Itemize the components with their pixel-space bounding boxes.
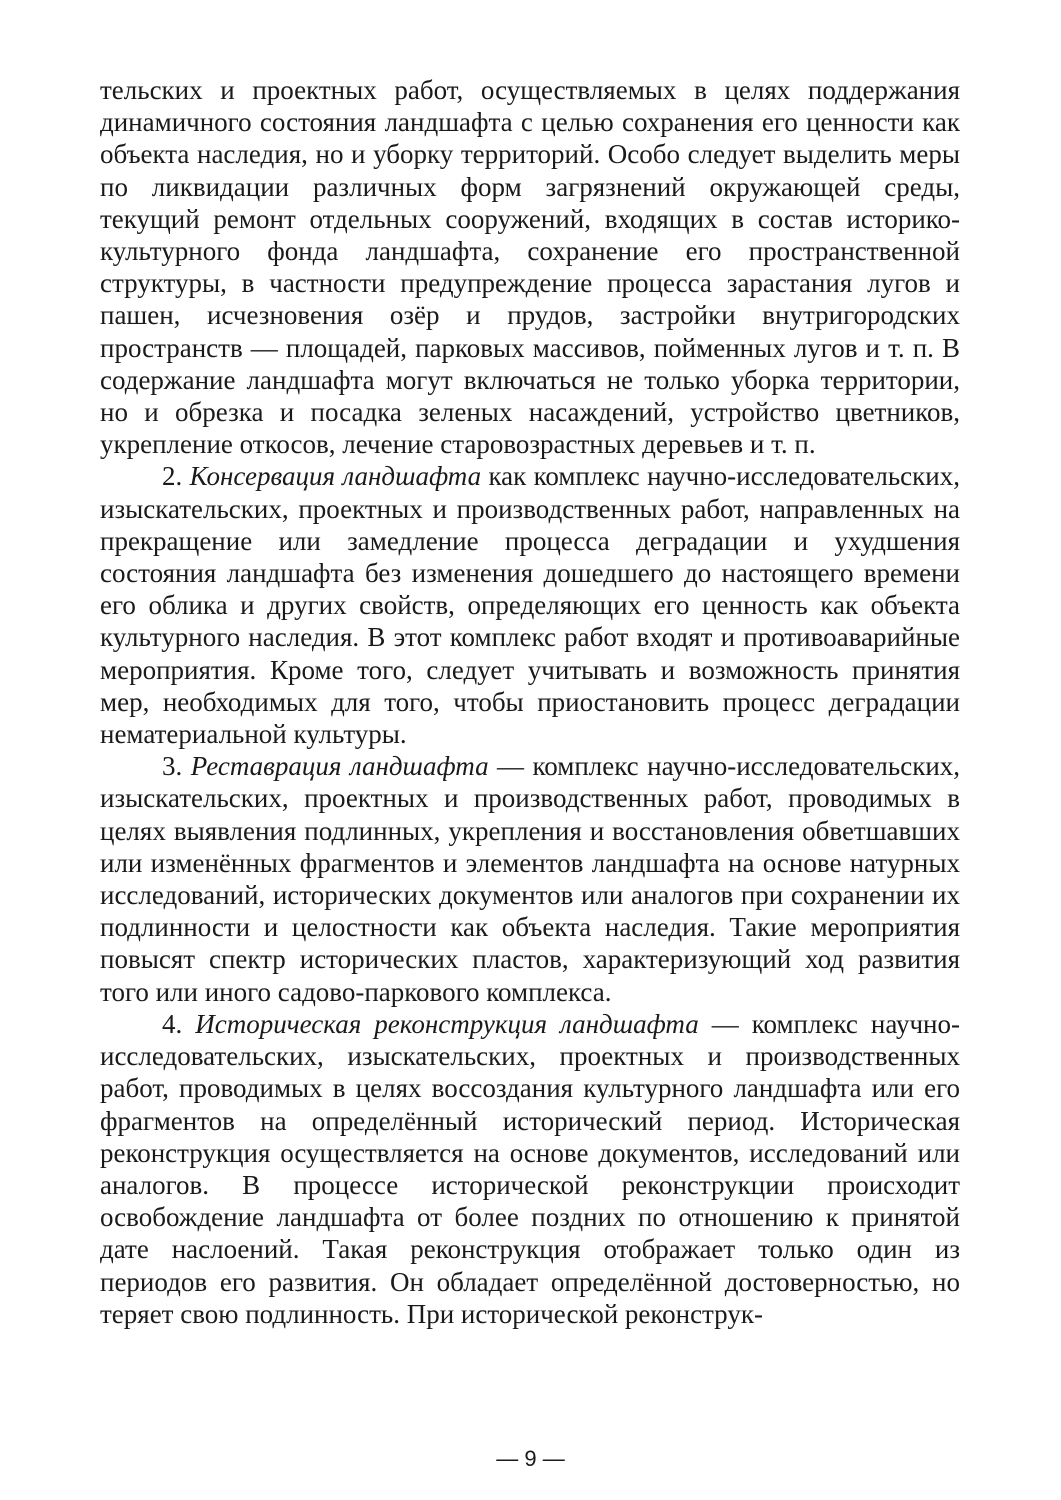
- paragraph-body: — комплекс научно-исследовательских, изыскательских, проектных и производственных работ, проводимых в целях выявления подлинных, укрепления и восстановления обветшавших или изменённых фрагментов и элементов ландшафта на основе натурных исследований, исторических документов или аналогов при сохранении их подлинности и целостности как объекта наследия. Такие мероприятия повысят спектр исторических пластов, характеризующий ход развития того или иного садово-паркового комплекса.: [100, 751, 961, 1007]
- paragraph-number: 4.: [162, 1008, 196, 1039]
- term-conservation: Консервация ландшафта: [189, 461, 482, 492]
- paragraph-landscape-restoration: [100, 750, 960, 1008]
- term-restoration: Реставрация ландшафта: [190, 751, 489, 782]
- paragraph-body: тельских и проектных работ, осуществляемых в целях поддержания динамичного состояния ландшафта с целью сохранения его ценности как объекта наследия, но и уборку территорий. Особо следует выделить меры по ликвидации различных форм загрязнений окружающей среды, текущий ремонт отдельных сооружений, входящих в состав историко-культурного фонда ландшафта, сохранение его пространственной структуры, в частности предупреждение процесса зарастания лугов и пашен, исчезновения озёр и прудов, застройки внутригородских пространств — площадей, парковых массивов, пойменных лугов и т. п. В содержание ландшафта могут включаться не только уборка территории, но и обрезка и посадка зеленых насаждений, устройство цветников, укрепление откосов, лечение старовозрастных деревьев и т. п.: [100, 75, 960, 460]
- paragraph-body: как комплекс научно-исследовательских, изыскательских, проектных и производственных работ, направленных на прекращение или замедление процесса деградации и ухудшения состояния ландшафта без изменения дошедшего до настоящего времени его облика и других свойств, определяющих его ценность как объекта культурного наследия. В этот комплекс работ входят и противоаварийные мероприятия. Кроме того, следует учитывать и возможность принятия мер, необходимых для того, чтобы приостановить процесс деградации нематериальной культуры.: [100, 461, 960, 750]
- body-text: [100, 74, 960, 1330]
- paragraph-maintenance-continued: [100, 74, 960, 460]
- paragraph-historical-reconstruction: [100, 1008, 960, 1330]
- paragraph-landscape-conservation: [100, 460, 960, 750]
- paragraph-body: — комплекс научно-исследовательских, изыскательских, проектных и производственных работ, проводимых в целях воссоздания культурного ландшафта или его фрагментов на определённый исторический период. Историческая реконструкция осуществляется на основе документов, исследований или аналогов. В процессе исторической реконструкции происходит освобождение ландшафта от более поздних по отношению к принятой дате наслоений. Такая реконструкция отображает только один из периодов его развития. Он обладает определённой достоверностью, но теряет свою подлинность. При исторической реконструк-: [100, 1008, 960, 1329]
- term-historical-reconstruction: Историческая реконструкция ландшафта: [195, 1008, 699, 1039]
- paragraph-number: 2.: [162, 461, 190, 492]
- paragraph-number: 3.: [162, 751, 191, 782]
- page-number: — 9 —: [496, 1446, 565, 1471]
